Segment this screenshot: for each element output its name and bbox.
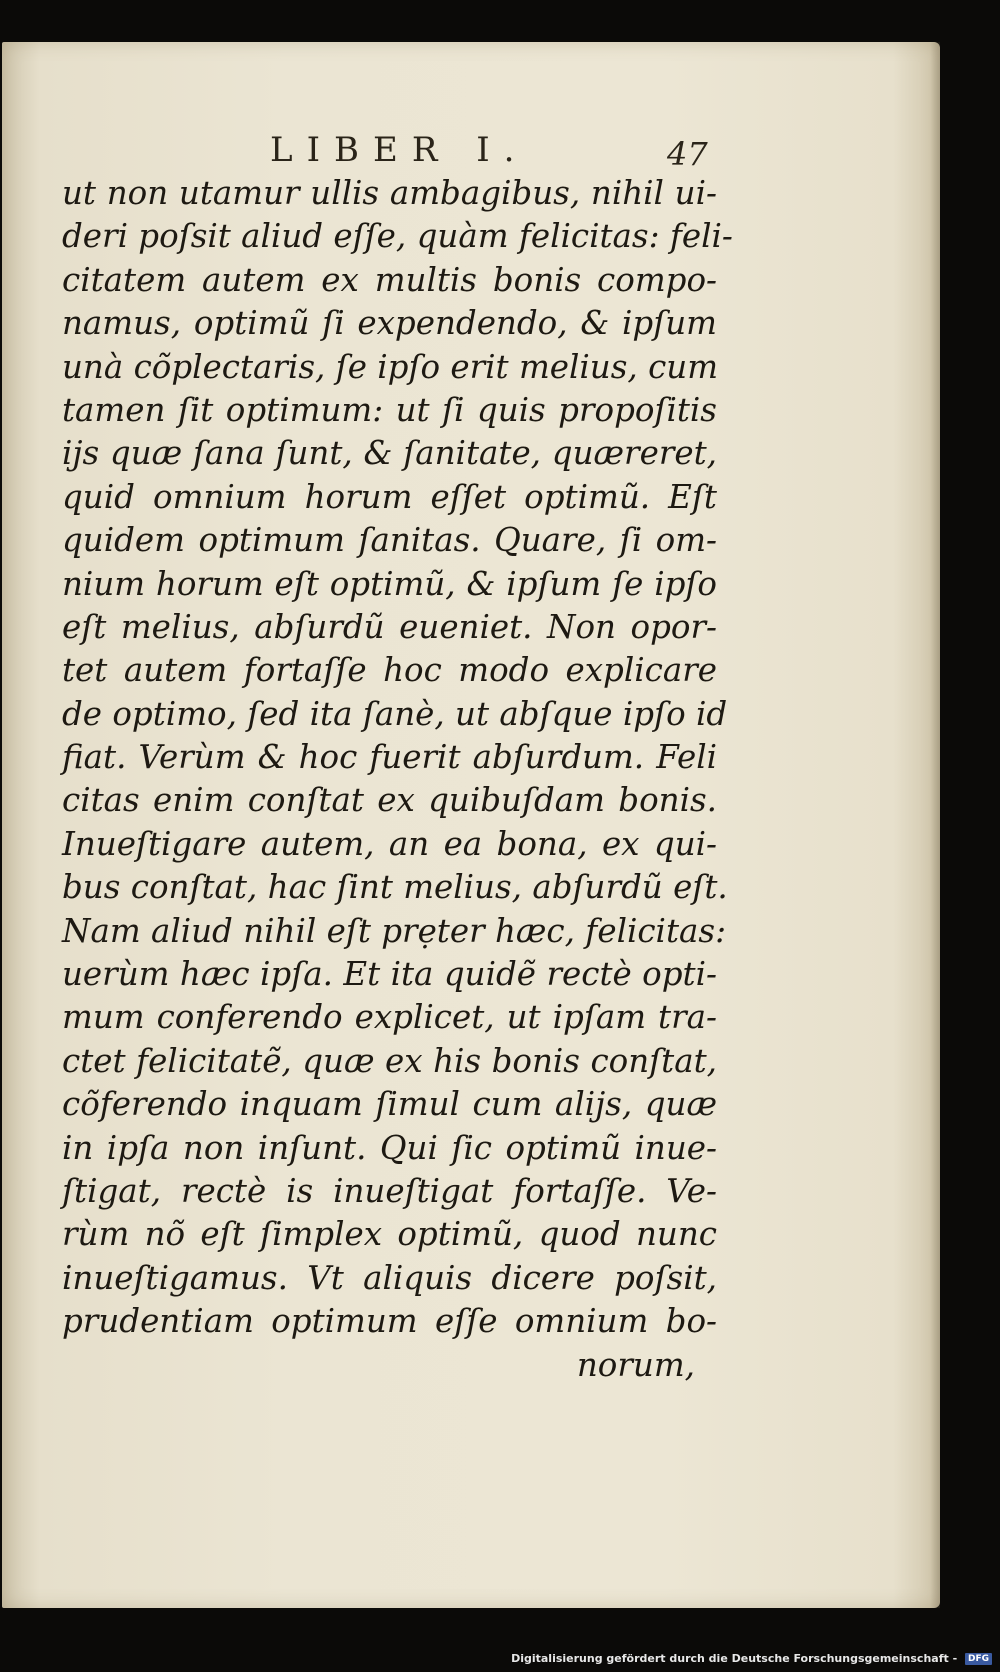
running-head: LIBER I.: [270, 130, 529, 170]
text-line: in ipſa non inſunt. Qui ſic optimũ inue-: [62, 1128, 717, 1167]
text-line: ſtigat, rectè is inueſtigat fortaſſe. Ve-: [62, 1171, 717, 1210]
text-line: cõferendo inquam ſimul cum alijs, quæ: [62, 1085, 717, 1124]
text-line: Inueſtigare autem, an ea bona, ex qui-: [62, 824, 717, 863]
text-line: ut non utamur ullis ambagibus, nihil ui-: [62, 174, 717, 212]
text-line: nium horum eſt optimũ, & ipſum ſe ipſo: [62, 564, 717, 603]
dfg-logo: DFG: [965, 1653, 992, 1665]
text-line: tamen ſit optimum: ut ſi quis propoſitis: [62, 390, 717, 429]
text-line: de optimo, ſed ita ſanè, ut abſque ipſo id: [62, 694, 728, 733]
text-line: quid omnium horum eſſet optimũ. Eſt: [62, 477, 717, 516]
text-line: tet autem fortaſſe hoc modo explicare: [62, 651, 717, 690]
text-line: eſt melius, abſurdũ eueniet. Non opor-: [62, 607, 717, 646]
text-line: ctet felicitatẽ, quæ ex his bonis conſtat,: [62, 1041, 717, 1080]
text-line: Nam aliud nihil eſt prẹter hæc, felicitas:: [62, 911, 727, 950]
text-block: [62, 172, 733, 1387]
text-line: bus conſtat, hac ſint melius, abſurdũ eſt.: [62, 868, 728, 907]
page-edge-shadow: [930, 42, 940, 1608]
text-line: uerùm hæc ipſa. Et ita quidẽ rectè opti-: [62, 955, 717, 994]
digitization-credit: [511, 1652, 992, 1665]
text-line: inueſtigamus. Vt aliquis dicere poſsit,: [62, 1258, 717, 1297]
text-line: deri poſsit aliud eſſe, quàm felicitas: feli-: [62, 217, 733, 256]
text-line: rùm nõ eſt ſimplex optimũ, quod nunc: [62, 1215, 717, 1254]
text-line: unà cõplectaris, ſe ipſo erit melius, cum: [62, 347, 719, 386]
text-line: fiat. Verùm & hoc fuerit abſurdum. Feli: [62, 738, 717, 777]
catchword: norum,: [576, 1345, 695, 1384]
text-line: quidem optimum ſanitas. Quare, ſi om-: [62, 521, 717, 560]
text-line: mum conferendo explicet, ut ipſam tra-: [62, 998, 717, 1037]
text-line: ijs quæ ſana ſunt, & ſanitate, quæreret,: [62, 434, 717, 473]
text-line: citas enim conſtat ex quibuſdam bonis.: [62, 781, 717, 820]
text-line: citatem autem ex multis bonis compo-: [62, 260, 717, 299]
text-line: namus, optimũ ſi expendendo, & ipſum: [62, 304, 717, 343]
text-line: prudentiam optimum eſſe omnium bo-: [62, 1302, 717, 1341]
digitization-credit-text: Digitalisierung gefördert durch die Deutsche Forschungsgemeinschaft -: [511, 1652, 958, 1665]
page-number: 47: [667, 135, 708, 173]
